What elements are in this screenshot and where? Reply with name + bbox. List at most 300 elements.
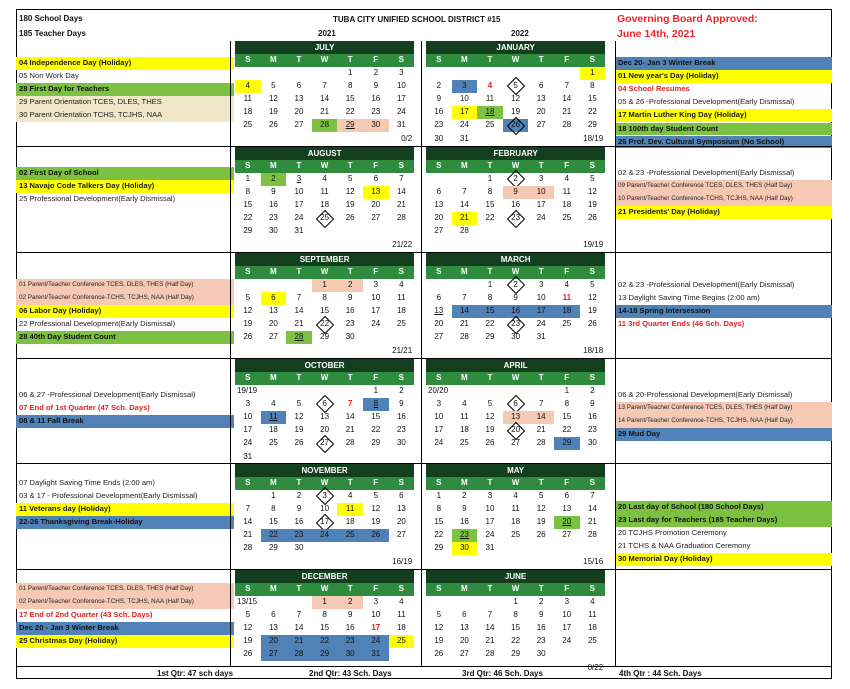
calendar-day[interactable]: 13 [268,623,278,633]
calendar-day[interactable]: 26 [243,332,253,342]
calendar-day[interactable]: 12 [243,623,253,633]
calendar-day[interactable]: 7 [487,610,493,620]
calendar-day[interactable]: 5 [590,174,595,183]
calendar-day[interactable]: 8 [590,81,595,91]
calendar-day[interactable]: 18 [511,517,521,527]
calendar-day[interactable]: 21 [459,319,469,329]
calendar-day[interactable]: 11 [588,610,597,620]
calendar-day[interactable]: 6 [436,293,442,303]
calendar-day[interactable]: 10 [371,293,381,303]
calendar-day[interactable]: 2 [337,596,363,609]
calendar-day[interactable]: 15 [320,623,330,633]
calendar-day[interactable]: 23 [345,319,355,329]
calendar-day[interactable]: 17 [452,106,478,119]
calendar-day[interactable]: 3 [373,597,379,606]
calendar-day[interactable]: 14 [243,517,253,527]
calendar-day[interactable]: 30 [294,543,304,553]
calendar-day[interactable]: 15 [243,200,253,210]
calendar-day[interactable]: 25 [562,319,572,329]
calendar-day[interactable]: 29 [243,226,253,236]
calendar-day[interactable]: 1 [373,386,379,395]
calendar-day[interactable]: 28 [562,120,572,130]
calendar-day[interactable]: 14 [587,504,597,514]
calendar-day[interactable]: 22 [345,107,355,117]
calendar-day[interactable]: 24 [485,530,495,540]
calendar-day[interactable]: 2 [399,386,404,395]
calendar-day[interactable]: 16 [503,305,529,318]
calendar-day[interactable]: 29 [371,438,381,448]
calendar-day[interactable]: 19 [345,200,355,210]
calendar-day[interactable]: 31 [396,120,406,130]
calendar-day[interactable]: 11 [397,293,406,303]
calendar-day[interactable]: 27 [434,226,444,236]
calendar-day[interactable]: 23 [587,425,597,435]
calendar-day[interactable]: 22 [243,213,253,223]
calendar-day[interactable]: 3 [487,491,493,500]
calendar-day[interactable]: 11 [460,412,469,422]
calendar-day[interactable]: 16 [396,412,406,422]
calendar-day[interactable]: 13 [294,94,304,104]
calendar-day[interactable]: 3 [538,174,544,183]
calendar-day[interactable]: 1 [513,597,518,606]
calendar-day[interactable]: 1 [312,596,338,609]
calendar-day[interactable]: 30 [434,133,444,143]
calendar-day[interactable]: 8 [245,187,251,197]
calendar-day[interactable]: 15 [587,94,597,104]
calendar-day[interactable]: 5 [245,610,251,620]
calendar-day[interactable]: 8 [363,398,389,411]
calendar-day[interactable]: 30 [587,438,597,448]
calendar-day[interactable]: 5 [347,174,353,183]
calendar-day[interactable]: 31 [363,648,389,661]
calendar-day[interactable]: 24 [536,213,546,223]
calendar-day[interactable]: 14 [528,411,554,424]
calendar-day[interactable]: 18 [554,305,580,318]
calendar-day[interactable]: 7 [590,491,595,500]
calendar-day[interactable]: 5 [271,81,276,91]
calendar-day[interactable]: 1 [271,491,276,500]
calendar-day[interactable]: 4 [462,399,467,409]
calendar-day[interactable]: 14 [396,187,406,197]
calendar-day[interactable]: 2 [261,173,287,186]
calendar-day[interactable]: 16 [268,200,278,210]
calendar-day[interactable]: 8 [271,504,276,514]
calendar-day[interactable]: 18 [459,425,469,435]
calendar-day[interactable]: 17 [434,425,444,435]
calendar-day[interactable]: 30 [363,119,389,132]
calendar-day[interactable]: 30 [396,438,406,448]
calendar-day[interactable]: 6 [436,187,442,197]
calendar-day[interactable]: 21 [452,212,478,225]
calendar-day[interactable]: 26 [294,438,304,448]
calendar-day[interactable]: 31 [536,332,546,342]
calendar-day[interactable]: 12 [268,94,278,104]
calendar-day[interactable]: 25 [396,319,406,329]
calendar-day[interactable]: 27 [511,438,521,448]
calendar-day[interactable]: 16 [371,94,381,104]
calendar-day[interactable]: 4 [564,280,570,289]
calendar-day[interactable]: 26 [587,213,597,223]
calendar-day[interactable]: 25 [485,120,495,130]
calendar-day[interactable]: 4 [235,80,261,93]
calendar-day[interactable]: 12 [511,94,521,104]
calendar-day[interactable]: 14 [452,305,478,318]
calendar-day[interactable]: 3 [538,280,544,289]
calendar-day[interactable]: 22 [485,319,495,329]
calendar-day[interactable]: 15 [434,517,444,527]
calendar-day[interactable]: 1 [436,491,442,500]
calendar-day[interactable]: 21 [294,319,304,329]
calendar-day[interactable]: 15 [562,412,572,422]
calendar-day[interactable]: 5 [487,399,493,409]
calendar-day[interactable]: 21 [320,107,330,117]
calendar-day[interactable]: 4 [590,597,595,606]
calendar-day[interactable]: 18 [345,517,355,527]
calendar-day[interactable]: 17 [562,623,572,633]
calendar-day[interactable]: 7 [322,81,327,91]
calendar-day[interactable]: 10 [243,412,253,422]
calendar-day[interactable]: 9 [271,187,276,197]
calendar-day[interactable]: 27 [371,213,381,223]
calendar-day[interactable]: 9 [590,399,595,409]
calendar-day[interactable]: 20 [371,200,381,210]
calendar-day[interactable]: 3 [564,597,570,606]
calendar-day[interactable]: 23 [268,213,278,223]
calendar-day[interactable]: 13 [459,623,469,633]
calendar-day[interactable]: 18 [562,200,572,210]
calendar-day[interactable]: 27 [396,530,406,540]
calendar-day[interactable]: 10 [434,412,444,422]
calendar-day[interactable]: 22 [434,530,444,540]
calendar-day[interactable]: 3 [373,280,379,289]
calendar-day[interactable]: 12 [294,412,304,422]
calendar-day[interactable]: 24 [396,107,406,117]
calendar-day[interactable]: 26 [536,530,546,540]
calendar-day[interactable]: 1 [347,68,353,77]
calendar-day[interactable]: 21 [286,635,312,648]
calendar-day[interactable]: 5 [373,491,379,500]
calendar-day[interactable]: 9 [347,293,353,303]
calendar-day[interactable]: 29 [511,649,521,659]
calendar-day[interactable]: 7 [399,174,404,183]
calendar-day[interactable]: 17 [243,425,253,435]
calendar-day[interactable]: 8 [322,293,327,303]
calendar-day[interactable]: 21 [396,200,406,210]
calendar-day[interactable]: 5 [538,491,544,500]
calendar-day[interactable]: 17 [371,306,381,316]
calendar-day[interactable]: 3 [245,399,251,409]
calendar-day[interactable]: 14 [459,200,469,210]
calendar-day[interactable]: 2 [436,81,442,91]
calendar-day[interactable]: 30 [452,542,478,555]
calendar-day[interactable]: 10 [459,94,469,104]
calendar-day[interactable]: 26 [485,438,495,448]
calendar-day[interactable]: 14 [294,306,304,316]
calendar-day[interactable]: 28 [459,226,469,236]
calendar-day[interactable]: 17 [312,516,338,529]
calendar-day[interactable]: 27 [434,332,444,342]
calendar-day[interactable]: 27 [536,120,546,130]
calendar-day[interactable]: 11 [485,94,495,104]
calendar-day[interactable]: 16 [511,200,521,210]
calendar-day[interactable]: 30 [536,649,546,659]
calendar-day[interactable]: 12 [345,187,355,197]
calendar-day[interactable]: 20 [536,107,546,117]
calendar-day[interactable]: 13 [434,200,444,210]
calendar-day[interactable]: 6 [296,81,302,91]
calendar-day[interactable]: 4 [347,491,353,500]
calendar-day[interactable]: 22 [587,107,597,117]
calendar-day[interactable]: 1 [580,67,606,80]
calendar-day[interactable]: 28 [536,438,546,448]
calendar-day[interactable]: 1 [245,174,251,183]
calendar-day[interactable]: 10 [371,610,381,620]
calendar-day[interactable]: 29 [312,648,338,661]
calendar-day[interactable]: 24 [312,529,338,542]
calendar-day[interactable]: 18 [243,107,253,117]
calendar-day[interactable]: 29 [554,437,580,450]
calendar-day[interactable]: 7 [564,81,570,91]
calendar-day[interactable]: 6 [312,398,338,411]
calendar-day[interactable]: 23 [536,636,546,646]
calendar-day[interactable]: 28 [243,543,253,553]
calendar-day[interactable]: 17 [528,305,554,318]
calendar-day[interactable]: 23 [434,120,444,130]
calendar-day[interactable]: 4 [564,174,570,183]
calendar-day[interactable]: 1 [487,280,493,289]
calendar-day[interactable]: 29 [485,332,495,342]
calendar-day[interactable]: 2 [337,279,363,292]
calendar-day[interactable]: 24 [536,319,546,329]
calendar-day[interactable]: 28 [286,648,312,661]
calendar-day[interactable]: 11 [511,504,520,514]
calendar-day[interactable]: 21 [345,425,355,435]
calendar-day[interactable]: 4 [513,491,518,500]
calendar-day[interactable]: 22 [485,213,495,223]
calendar-day[interactable]: 8 [436,504,442,514]
calendar-day[interactable]: 11 [397,610,406,620]
calendar-day[interactable]: 2 [462,491,467,500]
calendar-day[interactable]: 26 [363,529,389,542]
calendar-day[interactable]: 13 [503,411,529,424]
calendar-day[interactable]: 13 [434,306,444,316]
calendar-day[interactable]: 7 [462,293,467,303]
calendar-day[interactable]: 20 [268,319,278,329]
calendar-day[interactable]: 9 [347,610,353,620]
calendar-day[interactable]: 14 [485,623,495,633]
calendar-day[interactable]: 13 [396,504,406,514]
calendar-day[interactable]: 22 [261,529,287,542]
calendar-day[interactable]: 18 [396,306,406,316]
calendar-day[interactable]: 20 [554,516,580,529]
calendar-day[interactable]: 29 [320,332,330,342]
calendar-day[interactable]: 20 [396,517,406,527]
calendar-day[interactable]: 8 [487,293,493,303]
calendar-day[interactable]: 15 [371,412,381,422]
calendar-day[interactable]: 16 [587,412,597,422]
calendar-day[interactable]: 28 [286,331,312,344]
calendar-day[interactable]: 28 [587,530,597,540]
calendar-day[interactable]: 18 [477,106,503,119]
calendar-day[interactable]: 21 [485,636,495,646]
calendar-day[interactable]: 27 [312,437,338,450]
calendar-day[interactable]: 16 [345,306,355,316]
calendar-day[interactable]: 3 [452,80,478,93]
calendar-day[interactable]: 12 [587,293,597,303]
calendar-day[interactable]: 28 [396,213,406,223]
calendar-day[interactable]: 12 [536,504,546,514]
calendar-day[interactable]: 13 [536,94,546,104]
calendar-day[interactable]: 24 [243,438,253,448]
calendar-day[interactable]: 31 [243,451,253,461]
calendar-day[interactable]: 6 [271,610,276,620]
calendar-day[interactable]: 29 [268,543,278,553]
calendar-day[interactable]: 14 [320,94,330,104]
calendar-day[interactable]: 26 [268,120,278,130]
calendar-day[interactable]: 16 [536,623,546,633]
calendar-day[interactable]: 6 [462,610,467,620]
calendar-day[interactable]: 10 [485,504,495,514]
calendar-day[interactable]: 27 [562,530,572,540]
calendar-day[interactable]: 7 [245,504,251,514]
calendar-day[interactable]: 25 [562,213,572,223]
calendar-day[interactable]: 10 [320,504,330,514]
calendar-day[interactable]: 16 [345,623,355,633]
calendar-day[interactable]: 19 [485,425,495,435]
calendar-day[interactable]: 23 [503,318,529,331]
calendar-day[interactable]: 20 [459,636,469,646]
calendar-day[interactable]: 13 [562,504,572,514]
calendar-day[interactable]: 26 [243,649,253,659]
calendar-day[interactable]: 3 [296,174,302,183]
calendar-day[interactable]: 2 [538,597,544,606]
calendar-day[interactable]: 3 [399,68,404,77]
calendar-day[interactable]: 5 [503,80,529,93]
calendar-day[interactable]: 12 [243,306,253,316]
calendar-day[interactable]: 2 [373,68,379,77]
calendar-day[interactable]: 16 [434,107,444,117]
calendar-day[interactable]: 6 [503,398,529,411]
calendar-day[interactable]: 27 [294,120,304,130]
calendar-day[interactable]: 22 [511,636,521,646]
calendar-day[interactable]: 15 [485,200,495,210]
calendar-day[interactable]: 27 [261,648,287,661]
calendar-day[interactable]: 21 [587,517,597,527]
calendar-day[interactable]: 9 [436,94,442,104]
calendar-day[interactable]: 2 [590,386,595,395]
calendar-day[interactable]: 30 [268,226,278,236]
calendar-day[interactable]: 19 [587,306,597,316]
calendar-day[interactable]: 19 [243,636,253,646]
calendar-day[interactable]: 7 [296,293,302,303]
calendar-day[interactable]: 9 [373,81,379,91]
calendar-day[interactable]: 28 [312,119,338,132]
calendar-day[interactable]: 25 [389,635,415,648]
calendar-day[interactable]: 17 [371,623,381,633]
calendar-day[interactable]: 4 [322,174,327,183]
calendar-day[interactable]: 28 [459,332,469,342]
calendar-day[interactable]: 14 [562,94,572,104]
calendar-day[interactable]: 24 [459,120,469,130]
calendar-day[interactable]: 16 [459,517,469,527]
calendar-day[interactable]: 3 [436,399,442,409]
calendar-day[interactable]: 14 [294,623,304,633]
calendar-day[interactable]: 11 [562,293,572,303]
calendar-day[interactable]: 23 [396,425,406,435]
calendar-day[interactable]: 31 [294,226,304,236]
calendar-day[interactable]: 22 [371,425,381,435]
calendar-day[interactable]: 27 [268,332,278,342]
calendar-day[interactable]: 20 [294,107,304,117]
calendar-day[interactable]: 10 [562,610,572,620]
calendar-day[interactable]: 10 [528,186,554,199]
calendar-day[interactable]: 1 [564,386,570,395]
calendar-day[interactable]: 17 [294,200,304,210]
calendar-day[interactable]: 19 [434,636,444,646]
calendar-day[interactable]: 6 [261,292,287,305]
calendar-day[interactable]: 28 [485,649,495,659]
calendar-day[interactable]: 21 [243,530,253,540]
calendar-day[interactable]: 23 [452,529,478,542]
calendar-day[interactable]: 18 [396,623,406,633]
calendar-day[interactable]: 22 [312,635,338,648]
calendar-day[interactable]: 8 [564,399,570,409]
calendar-day[interactable]: 17 [396,94,406,104]
calendar-day[interactable]: 5 [245,293,251,303]
calendar-day[interactable]: 11 [337,503,363,516]
calendar-day[interactable]: 31 [459,133,469,143]
calendar-day[interactable]: 19 [268,107,278,117]
calendar-day[interactable]: 19 [587,200,597,210]
calendar-day[interactable]: 10 [294,187,304,197]
calendar-day[interactable]: 2 [503,173,529,186]
calendar-day[interactable]: 5 [436,610,442,620]
calendar-day[interactable]: 20 [434,213,444,223]
calendar-day[interactable]: 30 [511,332,521,342]
calendar-day[interactable]: 26 [345,213,355,223]
calendar-day[interactable]: 4 [487,81,493,91]
calendar-day[interactable]: 22 [312,318,338,331]
calendar-day[interactable]: 19 [294,425,304,435]
calendar-day[interactable]: 13 [268,306,278,316]
calendar-day[interactable]: 17 [536,200,546,210]
calendar-day[interactable]: 29 [434,543,444,553]
calendar-day[interactable]: 19 [536,517,546,527]
calendar-day[interactable]: 23 [503,212,529,225]
calendar-day[interactable]: 5 [590,280,595,289]
calendar-day[interactable]: 25 [587,636,597,646]
calendar-day[interactable]: 26 [587,319,597,329]
calendar-day[interactable]: 7 [462,187,467,197]
calendar-day[interactable]: 19 [511,107,521,117]
calendar-day[interactable]: 12 [434,623,444,633]
calendar-day[interactable]: 4 [399,280,404,289]
calendar-day[interactable]: 10 [396,81,406,91]
calendar-day[interactable]: 6 [538,81,544,91]
calendar-day[interactable]: 1 [312,279,338,292]
calendar-day[interactable]: 9 [399,399,404,409]
calendar-day[interactable]: 24 [371,319,381,329]
calendar-day[interactable]: 23 [337,635,363,648]
calendar-day[interactable]: 12 [371,504,381,514]
calendar-day[interactable]: 25 [268,438,278,448]
calendar-day[interactable]: 24 [363,635,389,648]
calendar-day[interactable]: 4 [271,399,276,409]
calendar-day[interactable]: 29 [587,120,597,130]
calendar-day[interactable]: 11 [261,411,287,424]
calendar-day[interactable]: 13 [320,412,330,422]
calendar-day[interactable]: 18 [587,623,597,633]
